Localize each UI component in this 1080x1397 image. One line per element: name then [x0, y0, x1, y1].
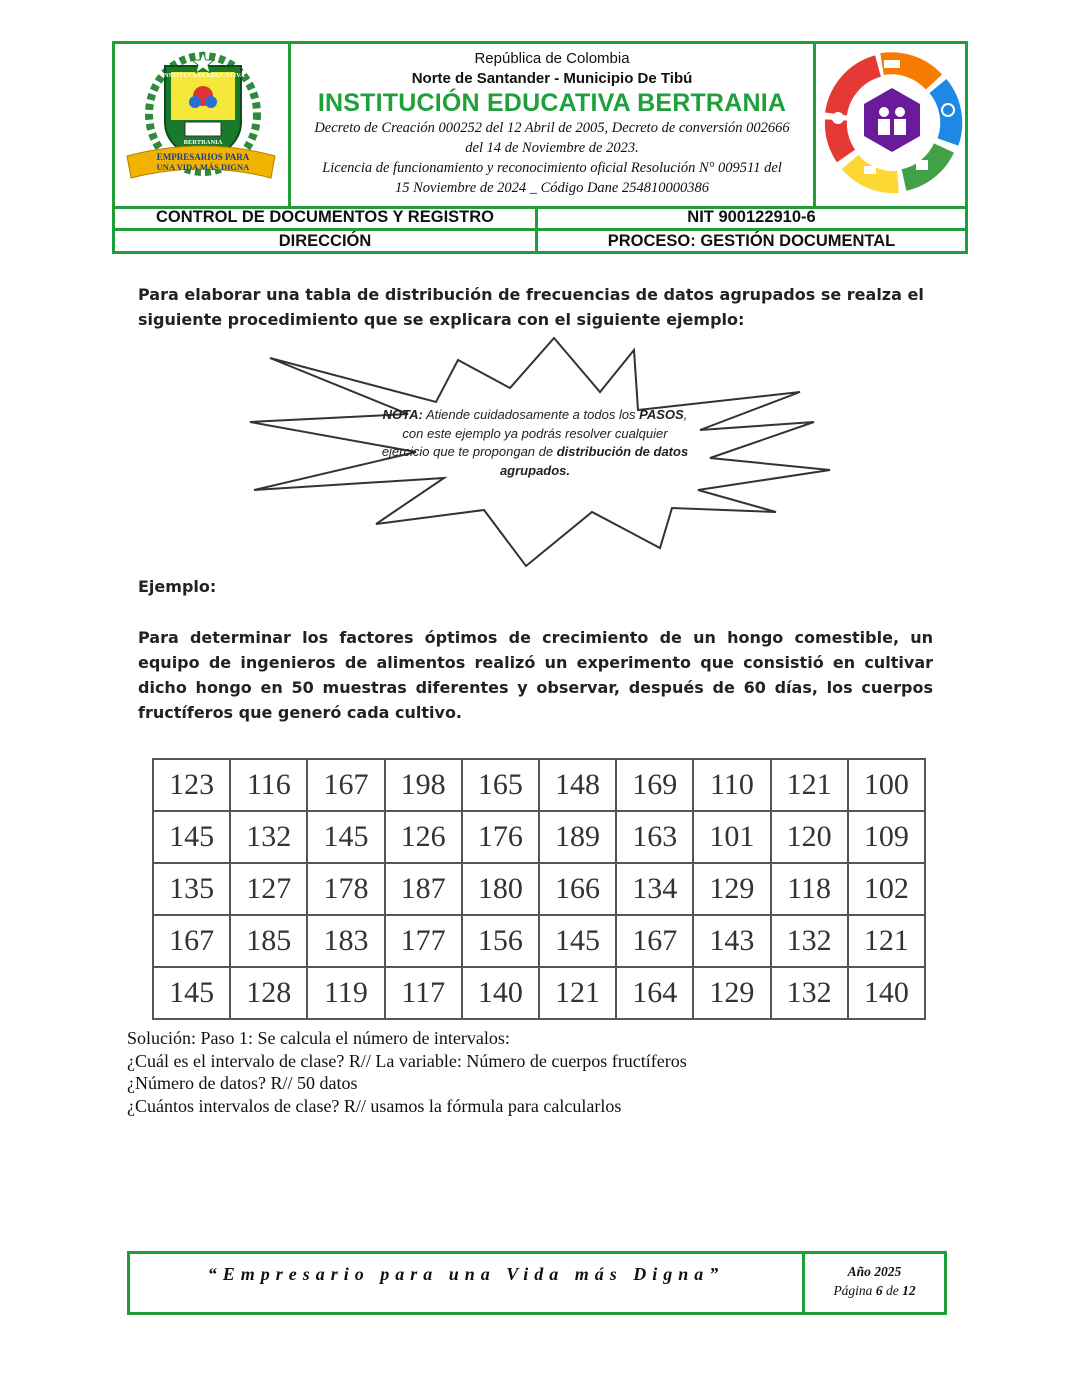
- school-logo-cell: [115, 44, 291, 206]
- footer-page-number: [805, 1281, 944, 1300]
- ejemplo-heading: Ejemplo:: [138, 577, 217, 596]
- table-cell: 187: [385, 863, 462, 915]
- table-cell: 169: [616, 759, 693, 811]
- page-of: de: [882, 1283, 903, 1298]
- document-footer: [127, 1251, 947, 1315]
- institution-title: INSTITUCIÓN EDUCATIVA BERTRANIA: [317, 89, 787, 117]
- chart-icon: [916, 160, 928, 170]
- license-line-2: 15 Noviembre de 2024 _ Código Dane 254810000386: [394, 180, 709, 196]
- logo-bertrania-text: BERTRANIA: [183, 139, 223, 146]
- ejemplo-paragraph: Para determinar los factores óptimos de crecimiento de un hongo comestible, un equipo de ingenieros de alimentos realizó un experimento que consistió en cultivar dicho hongo en 50 muestras diferentes y observar, después de 60 días, los cuerpos fructíferos que generó cada cultivo.: [138, 628, 933, 722]
- table-cell: 101: [693, 811, 770, 863]
- footer-year: Año 2025: [847, 1264, 902, 1279]
- table-cell: 140: [848, 967, 925, 1019]
- table-cell: 132: [230, 811, 307, 863]
- logo-ribbon-line1: EMPRESARIOS PARA: [156, 152, 250, 162]
- proceso-label: PROCESO: GESTIÓN DOCUMENTAL: [607, 232, 896, 250]
- table-cell: 140: [462, 967, 539, 1019]
- note-text-2: , con este ejemplo ya podrás resolver cualquier ejercicio que te propongan de: [381, 407, 688, 459]
- document-header: [112, 41, 968, 254]
- table-cell: 163: [616, 811, 693, 863]
- table-cell: 189: [539, 811, 616, 863]
- gear-icon: [832, 112, 844, 124]
- table-cell: 167: [307, 759, 384, 811]
- table-cell: 119: [307, 967, 384, 1019]
- table-cell: 100: [848, 759, 925, 811]
- direccion-label: DIRECCIÓN: [115, 231, 538, 251]
- data-table-body: [153, 759, 925, 1019]
- table-row: [153, 863, 925, 915]
- table-cell: 143: [693, 915, 770, 967]
- region-text: Norte de Santander - Municipio De Tibú: [411, 70, 693, 87]
- table-cell: 180: [462, 863, 539, 915]
- footer-motto: “Empresario para una Vida más Digna”: [130, 1254, 805, 1312]
- table-row: [153, 811, 925, 863]
- header-row-process: [115, 231, 965, 251]
- table-cell: 145: [539, 915, 616, 967]
- table-row: [153, 759, 925, 811]
- table-cell: 148: [539, 759, 616, 811]
- table-cell: 132: [771, 915, 848, 967]
- people-icon: [879, 107, 889, 117]
- table-cell: 121: [539, 967, 616, 1019]
- table-cell: 165: [462, 759, 539, 811]
- table-cell: 164: [616, 967, 693, 1019]
- page-prefix: Página: [833, 1283, 876, 1298]
- decree-line-1: Decreto de Creación 000252 del 12 Abril de 2005, Decreto de conversión 002666: [314, 120, 790, 136]
- table-cell: 129: [693, 863, 770, 915]
- header-top-row: [115, 44, 965, 209]
- table-cell: 177: [385, 915, 462, 967]
- table-cell: 127: [230, 863, 307, 915]
- table-cell: 126: [385, 811, 462, 863]
- solution-line: Solución: Paso 1: Se calcula el número de intervalos:: [127, 1028, 510, 1048]
- table-cell: 167: [153, 915, 230, 967]
- table-cell: 110: [693, 759, 770, 811]
- page-total: 12: [902, 1283, 916, 1298]
- note-pasos: PASOS: [639, 407, 684, 422]
- decree-line-2: del 14 de Noviembre de 2023.: [465, 140, 639, 156]
- table-cell: 135: [153, 863, 230, 915]
- table-cell: 120: [771, 811, 848, 863]
- solution-line: ¿Número de datos? R// 50 datos: [127, 1073, 358, 1093]
- table-cell: 178: [307, 863, 384, 915]
- table-cell: 156: [462, 915, 539, 967]
- table-cell: 145: [307, 811, 384, 863]
- table-cell: 132: [771, 967, 848, 1019]
- license-line-1: Licencia de funcionamiento y reconocimiento oficial Resolución N° 009511 del: [322, 160, 782, 176]
- control-documents-label: CONTROL DE DOCUMENTOS Y REGISTRO: [115, 206, 538, 228]
- logo-top-text: INSTITUCION EDUCATIVA: [161, 72, 245, 79]
- table-cell: 116: [230, 759, 307, 811]
- book-icon: [884, 60, 900, 68]
- solution-line: ¿Cuál es el intervalo de clase? R// La variable: Número de cuerpos fructíferos: [127, 1050, 687, 1071]
- table-cell: 129: [693, 967, 770, 1019]
- table-cell: 166: [539, 863, 616, 915]
- table-cell: 145: [153, 811, 230, 863]
- nit-label: NIT 900122910-6: [687, 208, 816, 226]
- table-cell: 145: [153, 967, 230, 1019]
- intro-paragraph: Para elaborar una tabla de distribución de frecuencias de datos agrupados se realza el siguiente procedimiento que se explicara con el siguiente ejemplo:: [138, 285, 924, 329]
- country-text: República de Colombia: [474, 50, 630, 67]
- table-cell: 121: [771, 759, 848, 811]
- table-cell: 109: [848, 811, 925, 863]
- note-bold-end: distribución de datos agrupados.: [499, 444, 689, 478]
- page-current: 6: [875, 1283, 883, 1298]
- process-cycle-icon: [816, 44, 968, 206]
- data-table: [152, 758, 926, 1020]
- table-cell: 118: [771, 863, 848, 915]
- table-cell: 176: [462, 811, 539, 863]
- table-cell: 123: [153, 759, 230, 811]
- table-cell: 183: [307, 915, 384, 967]
- table-cell: 117: [385, 967, 462, 1019]
- table-row: [153, 967, 925, 1019]
- header-row-control: [115, 206, 965, 231]
- scale-icon: [864, 166, 876, 174]
- process-cycle-icon-cell: [813, 44, 968, 206]
- table-cell: 167: [616, 915, 693, 967]
- solution-line: ¿Cuántos intervalos de clase? R// usamos la fórmula para calcularlos: [127, 1095, 622, 1116]
- table-cell: 198: [385, 759, 462, 811]
- institution-info-cell: [291, 44, 813, 206]
- logo-ribbon-line2: UNA VIDA MÁS DIGNA: [156, 162, 250, 172]
- note-label: NOTA:: [382, 407, 423, 422]
- table-cell: 134: [616, 863, 693, 915]
- starburst-note-text: [380, 406, 690, 480]
- school-crest-logo: [115, 44, 288, 206]
- solution-text: [127, 1027, 687, 1117]
- table-cell: 185: [230, 915, 307, 967]
- table-cell: 128: [230, 967, 307, 1019]
- note-text-1: Atiende cuidadosamente a todos los: [422, 407, 640, 422]
- table-cell: 121: [848, 915, 925, 967]
- footer-page-info: [805, 1262, 944, 1300]
- table-row: [153, 915, 925, 967]
- table-cell: 102: [848, 863, 925, 915]
